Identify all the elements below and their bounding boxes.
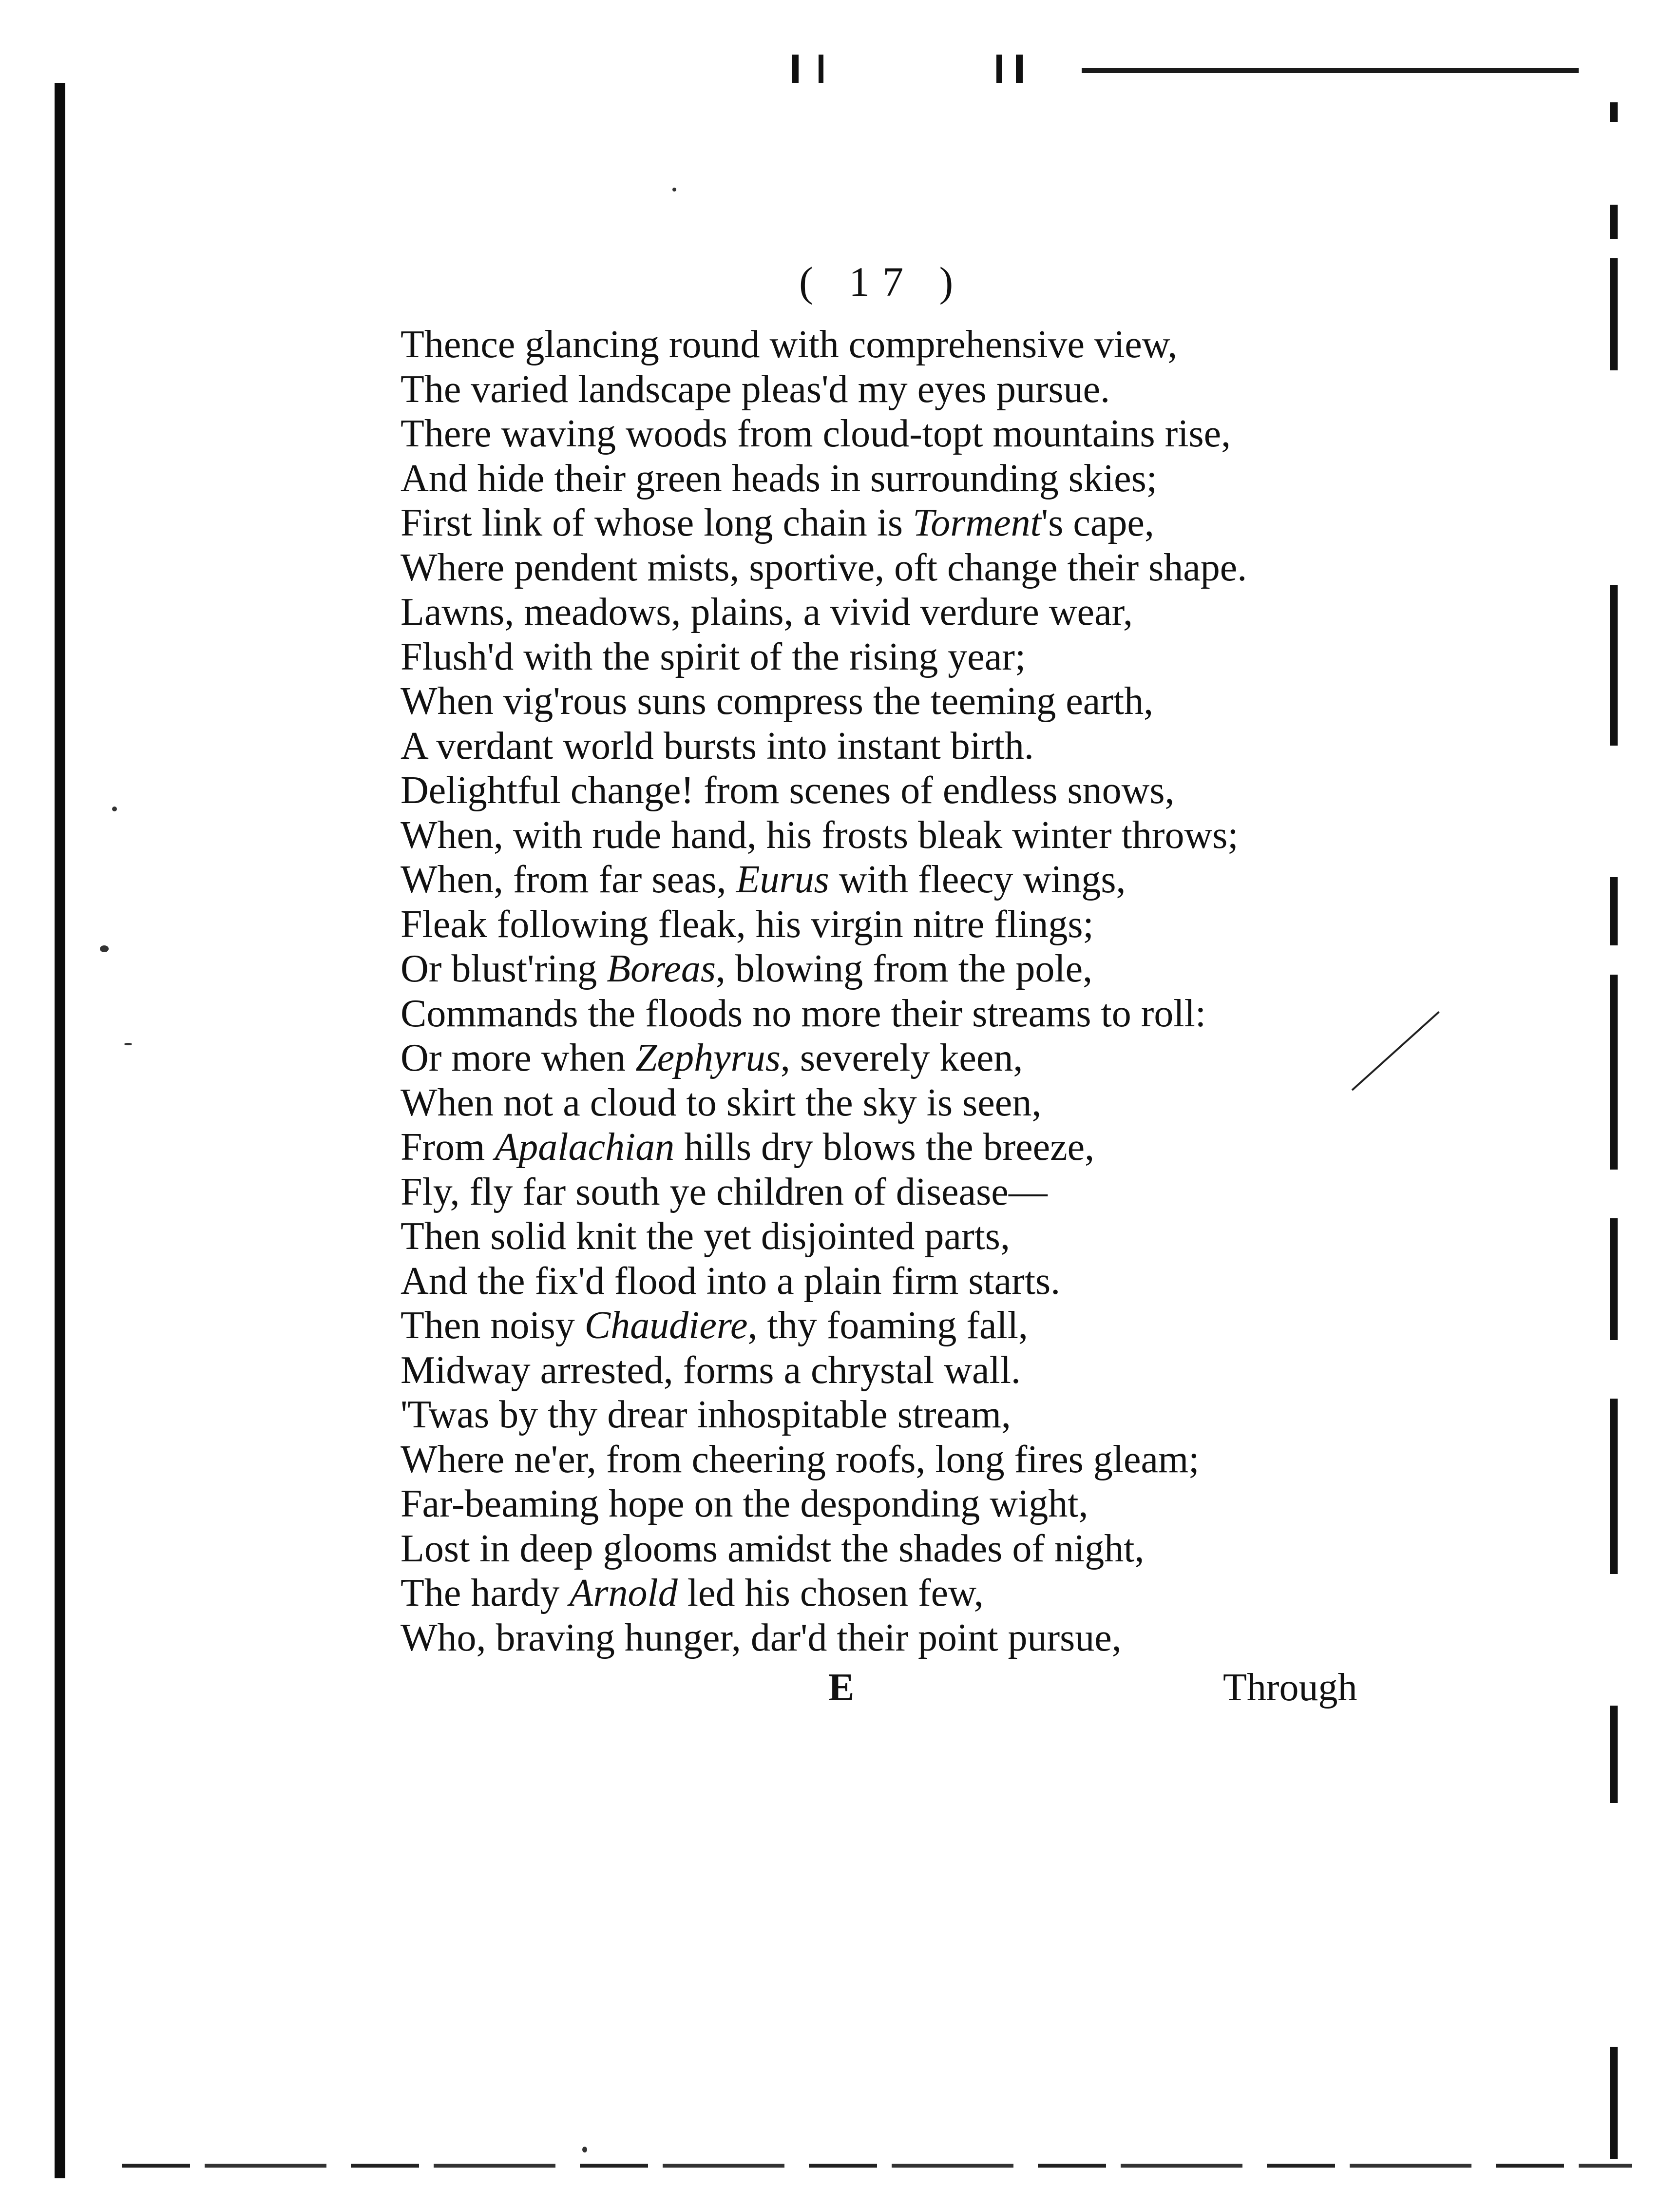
- verse-line: Lost in deep glooms amidst the shades of night,: [401, 1527, 1145, 1570]
- verse-line: Thence glancing round with comprehensive view,: [401, 323, 1178, 366]
- signature-mark: E: [828, 1666, 855, 1709]
- verse-line: When, with rude hand, his frosts bleak winter throws;: [401, 813, 1239, 857]
- scan-speck: [582, 2147, 587, 2152]
- verse-line: The hardy Arnold led his chosen few,: [401, 1572, 984, 1614]
- scan-bottom-rule: [122, 2164, 1632, 2168]
- verse-line: Where ne'er, from cheering roofs, long fires gleam;: [401, 1438, 1200, 1481]
- verse-line: Or blust'ring Boreas, blowing from the pole,: [401, 947, 1093, 990]
- verse-line: 'Twas by thy drear inhospitable stream,: [401, 1393, 1011, 1436]
- scan-speck: [100, 945, 109, 952]
- scan-speck: [112, 807, 117, 811]
- verse-line: Where pendent mists, sportive, oft change their shape.: [401, 546, 1247, 589]
- verse-line: Who, braving hunger, dar'd their point pursue,: [401, 1616, 1122, 1659]
- verse-line: When not a cloud to skirt the sky is seen,: [401, 1081, 1042, 1124]
- verse-line: Fly, fly far south ye children of disease—: [401, 1170, 1048, 1213]
- verse-line: First link of whose long chain is Torment's cape,: [401, 501, 1154, 544]
- catchword: Through: [1223, 1666, 1357, 1709]
- verse-line: The varied landscape pleas'd my eyes pursue.: [401, 367, 1110, 411]
- verse-line: Far-beaming hope on the desponding wight,: [401, 1482, 1088, 1525]
- scan-top-mark: [996, 55, 1002, 83]
- verse-line: Fleak following fleak, his virgin nitre flings;: [401, 903, 1094, 946]
- verse-line: And hide their green heads in surrounding skies;: [401, 457, 1158, 500]
- verse-line: A verdant world bursts into instant birth.: [401, 724, 1034, 768]
- verse-line: Flush'd with the spirit of the rising year;: [401, 635, 1026, 678]
- scan-top-mark: [1016, 55, 1023, 83]
- verse-line: Or more when Zephyrus, severely keen,: [401, 1037, 1023, 1079]
- verse-block: [401, 323, 1580, 1660]
- verse-line: Delightful change! from scenes of endless snows,: [401, 769, 1175, 812]
- verse-line: When, from far seas, Eurus with fleecy wings,: [401, 858, 1126, 901]
- scan-speck: [672, 188, 676, 192]
- scan-top-mark: [792, 55, 799, 83]
- verse-line: Midway arrested, forms a chrystal wall.: [401, 1348, 1021, 1392]
- verse-line: And the fix'd flood into a plain firm starts.: [401, 1259, 1061, 1303]
- verse-line: From Apalachian hills dry blows the breeze,: [401, 1126, 1095, 1169]
- scan-right-edge: [1593, 73, 1637, 2169]
- scan-speck: [124, 1043, 132, 1045]
- verse-line: Commands the floods no more their streams to roll:: [401, 992, 1206, 1035]
- verse-line: When vig'rous suns compress the teeming earth,: [401, 680, 1154, 723]
- scan-binding-edge: [55, 83, 65, 2178]
- scan-top-rule: [1082, 68, 1579, 73]
- verse-line: There waving woods from cloud-topt mountains rise,: [401, 412, 1231, 455]
- page-number: ( 17 ): [799, 258, 966, 305]
- verse-line: Then solid knit the yet disjointed parts,: [401, 1215, 1010, 1258]
- scan-top-mark: [819, 55, 823, 83]
- verse-line: Then noisy Chaudiere, thy foaming fall,: [401, 1304, 1028, 1347]
- verse-line: Lawns, meadows, plains, a vivid verdure wear,: [401, 591, 1133, 634]
